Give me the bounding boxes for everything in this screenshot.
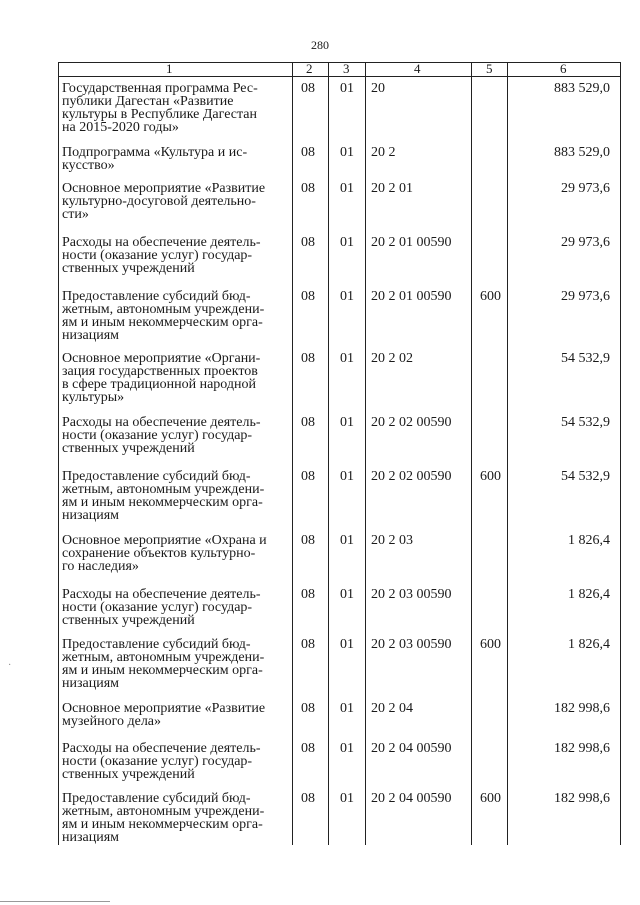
row-section: 08 — [301, 637, 315, 652]
row-amount: 29 973,6 — [561, 289, 610, 304]
bottom-edge-line — [0, 901, 110, 902]
row-name: Основное мероприятие «Развитие музейного дела» — [62, 701, 266, 729]
row-target-code: 20 2 02 00590 — [371, 469, 452, 484]
row-section: 08 — [301, 533, 315, 548]
header-bottom-border — [58, 76, 620, 77]
row-section: 08 — [301, 235, 315, 250]
row-target-code: 20 2 02 — [371, 351, 413, 366]
row-name: Предоставление субсидий бюд- жетным, автономным учреждени- ям и иным некоммерческим орга- низациям — [62, 469, 265, 523]
column-border — [58, 62, 59, 845]
row-amount: 883 529,0 — [554, 81, 610, 96]
row-amount: 29 973,6 — [561, 181, 610, 196]
row-target-code: 20 2 03 00590 — [371, 637, 452, 652]
row-expense-type: 600 — [480, 637, 501, 652]
column-header: 4 — [414, 61, 421, 76]
row-name: Предоставление субсидий бюд- жетным, автономным учреждени- ям и иным некоммерческим орга- низациям — [62, 289, 265, 343]
row-section: 08 — [301, 145, 315, 160]
row-target-code: 20 2 02 00590 — [371, 415, 452, 430]
row-subsection: 01 — [340, 741, 354, 756]
row-subsection: 01 — [340, 791, 354, 806]
row-amount: 29 973,6 — [561, 235, 610, 250]
row-section: 08 — [301, 741, 315, 756]
row-name: Расходы на обеспечение деятель- ности (оказание услуг) государ- ственных учреждений — [62, 741, 261, 782]
row-target-code: 20 2 04 00590 — [371, 741, 452, 756]
column-header: 2 — [306, 61, 313, 76]
row-section: 08 — [301, 415, 315, 430]
page-number: 280 — [311, 38, 329, 52]
row-section: 08 — [301, 587, 315, 602]
row-expense-type: 600 — [480, 469, 501, 484]
row-name: Подпрограмма «Культура и ис- кусство» — [62, 145, 248, 173]
row-expense-type: 600 — [480, 791, 501, 806]
row-target-code: 20 2 01 00590 — [371, 235, 452, 250]
column-border — [328, 62, 329, 845]
row-name: Основное мероприятие «Органи- зация государственных проектов в сфере традиционной народной культуры» — [62, 351, 261, 405]
row-target-code: 20 — [371, 81, 385, 96]
row-subsection: 01 — [340, 469, 354, 484]
row-subsection: 01 — [340, 533, 354, 548]
column-header: 3 — [343, 61, 350, 76]
row-subsection: 01 — [340, 81, 354, 96]
row-name: Предоставление субсидий бюд- жетным, автономным учреждени- ям и иным некоммерческим орга- низациям — [62, 637, 265, 691]
row-name: Расходы на обеспечение деятель- ности (оказание услуг) государ- ственных учреждений — [62, 415, 261, 456]
row-section: 08 — [301, 469, 315, 484]
column-border — [365, 62, 366, 845]
row-amount: 54 532,9 — [561, 351, 610, 366]
row-target-code: 20 2 — [371, 145, 396, 160]
row-subsection: 01 — [340, 181, 354, 196]
row-section: 08 — [301, 181, 315, 196]
row-subsection: 01 — [340, 415, 354, 430]
row-name: Предоставление субсидий бюд- жетным, автономным учреждени- ям и иным некоммерческим орга- низациям — [62, 791, 265, 845]
row-subsection: 01 — [340, 587, 354, 602]
row-subsection: 01 — [340, 145, 354, 160]
row-target-code: 20 2 01 — [371, 181, 413, 196]
row-name: Расходы на обеспечение деятель- ности (оказание услуг) государ- ственных учреждений — [62, 235, 261, 276]
row-subsection: 01 — [340, 235, 354, 250]
row-section: 08 — [301, 289, 315, 304]
column-border — [620, 62, 621, 845]
column-header: 1 — [166, 61, 173, 76]
row-name: Основное мероприятие «Охрана и сохранение объектов культурно- го наследия» — [62, 533, 267, 574]
column-header: 5 — [486, 61, 493, 76]
row-amount: 182 998,6 — [554, 791, 610, 806]
row-target-code: 20 2 03 00590 — [371, 587, 452, 602]
row-target-code: 20 2 04 00590 — [371, 791, 452, 806]
row-target-code: 20 2 03 — [371, 533, 413, 548]
row-expense-type: 600 — [480, 289, 501, 304]
row-amount: 1 826,4 — [568, 587, 610, 602]
row-section: 08 — [301, 791, 315, 806]
row-section: 08 — [301, 351, 315, 366]
row-section: 08 — [301, 81, 315, 96]
row-target-code: 20 2 04 — [371, 701, 413, 716]
row-subsection: 01 — [340, 351, 354, 366]
row-amount: 883 529,0 — [554, 145, 610, 160]
row-subsection: 01 — [340, 637, 354, 652]
table-top-border — [58, 62, 620, 63]
row-name: Государственная программа Рес- публики Дагестан «Развитие культуры в Республике Дагестан на 2015-2020 годы» — [62, 81, 258, 135]
row-amount: 54 532,9 — [561, 469, 610, 484]
row-section: 08 — [301, 701, 315, 716]
row-amount: 182 998,6 — [554, 701, 610, 716]
column-border — [507, 62, 508, 845]
column-border — [292, 62, 293, 845]
row-subsection: 01 — [340, 701, 354, 716]
row-amount: 54 532,9 — [561, 415, 610, 430]
row-amount: 182 998,6 — [554, 741, 610, 756]
row-amount: 1 826,4 — [568, 637, 610, 652]
column-border — [471, 62, 472, 845]
row-amount: 1 826,4 — [568, 533, 610, 548]
row-name: Расходы на обеспечение деятель- ности (оказание услуг) государ- ственных учреждений — [62, 587, 261, 628]
column-header: 6 — [560, 61, 567, 76]
row-subsection: 01 — [340, 289, 354, 304]
margin-mark: · — [8, 660, 12, 671]
row-name: Основное мероприятие «Развитие культурно-досуговой деятельно- сти» — [62, 181, 266, 222]
row-target-code: 20 2 01 00590 — [371, 289, 452, 304]
